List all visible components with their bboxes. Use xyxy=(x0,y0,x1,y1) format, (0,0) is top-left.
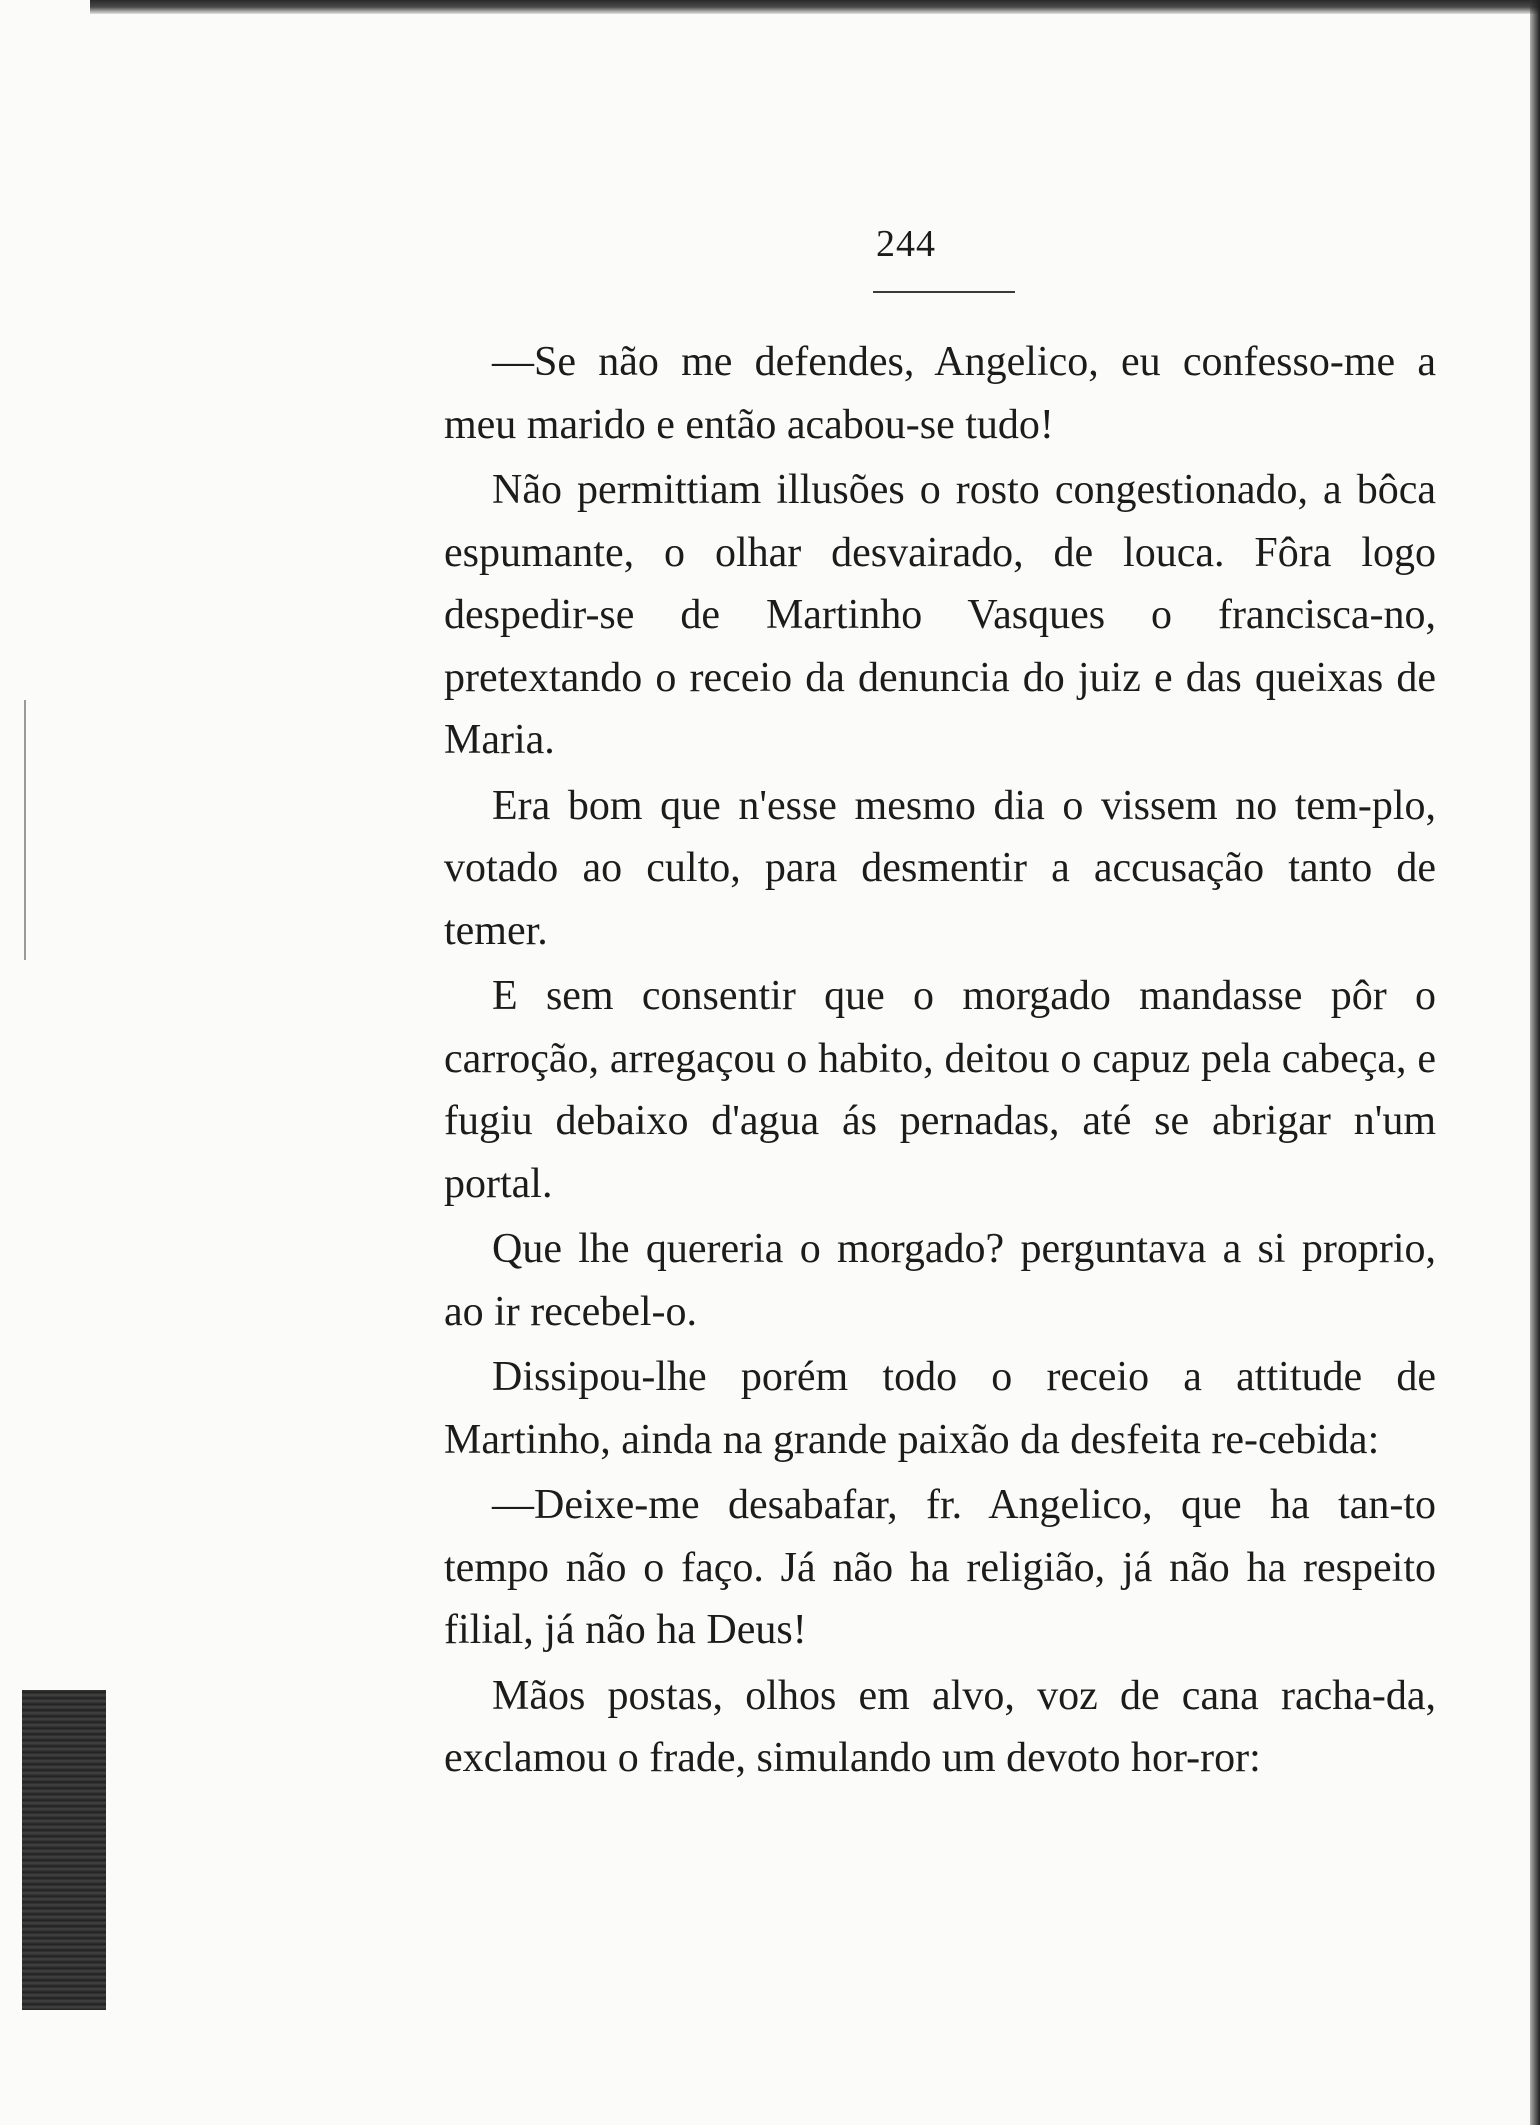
paragraph: Mãos postas, olhos em alvo, voz de cana racha-da, exclamou o frade, simulando um devoto hor-ror: xyxy=(444,1672,1436,1781)
page-number: 244 xyxy=(876,223,936,265)
paragraph: —Se não me defendes, Angelico, eu confesso-me a meu marido e então acabou-se tudo! xyxy=(444,339,1436,448)
paragraph: —Deixe-me desabafar, fr. Angelico, que ha tan-to tempo não o faço. Já não ha religião, já não ha respeito filial, já não ha Deus! xyxy=(444,1482,1436,1653)
paragraph: E sem consentir que o morgado mandasse pôr o carroção, arregaçou o habito, deitou o capuz pela cabeça, e fugiu debaixo d'agua ás pernadas, até se abrigar n'um portal. xyxy=(444,973,1436,1207)
paragraph: Que lhe quereria o morgado? perguntava a si proprio, ao ir recebel-o. xyxy=(444,1226,1436,1335)
header-rule xyxy=(873,291,1015,293)
paragraph: Dissipou-lhe porém todo o receio a attitude de Martinho, ainda na grande paixão da desfeita re-cebida: xyxy=(444,1354,1436,1463)
scan-left-mark xyxy=(24,700,26,960)
body-text xyxy=(444,331,1436,1790)
paragraph: Era bom que n'esse mesmo dia o vissem no tem-plo, votado ao culto, para desmentir a accusação tanto de temer. xyxy=(444,782,1436,954)
scan-binding-shadow xyxy=(22,1690,106,2010)
scan-top-edge xyxy=(90,0,1540,14)
scan-right-edge xyxy=(1530,0,1540,2125)
paragraph: Não permittiam illusões o rosto congestionado, a bôca espumante, o olhar desvairado, de louca. Fôra logo despedir-se de Martinho Vasques o francisca-no, pretextando o receio da denuncia do juiz e das queixas de Maria. xyxy=(444,467,1436,763)
